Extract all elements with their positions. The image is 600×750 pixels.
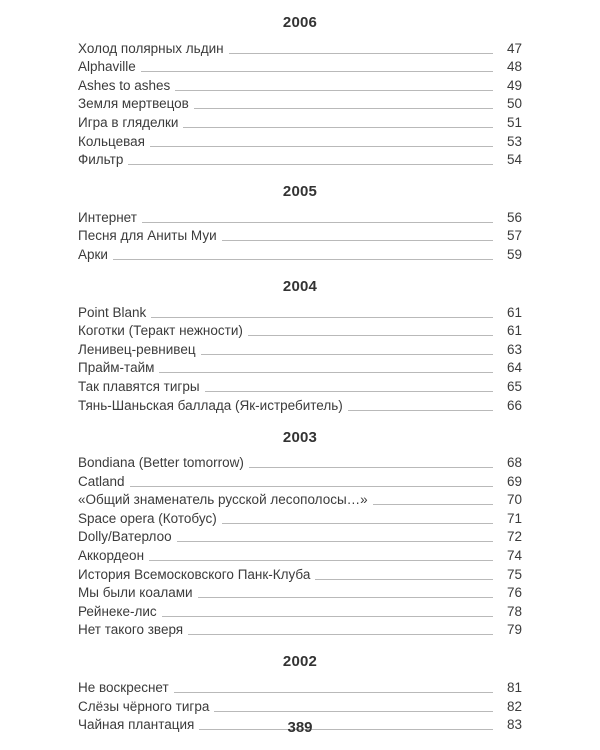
toc-entry-page: 47 xyxy=(506,40,522,56)
toc-entry-page: 54 xyxy=(506,152,522,168)
toc-entry xyxy=(78,490,522,509)
toc-entry xyxy=(78,207,522,226)
toc-entry xyxy=(78,321,522,340)
toc-section xyxy=(78,429,522,639)
toc-entry xyxy=(78,131,522,150)
toc-entry-page: 74 xyxy=(506,548,522,564)
toc-entry xyxy=(78,696,522,715)
toc-entry-page: 75 xyxy=(506,566,522,582)
toc-leader-line xyxy=(149,560,493,561)
toc-leader-line xyxy=(348,410,493,411)
toc-leader-line xyxy=(188,634,493,635)
toc-leader-line xyxy=(194,108,493,109)
toc-entry-page: 56 xyxy=(506,209,522,225)
toc-entry-title: Слёзы чёрного тигра xyxy=(78,698,210,714)
toc-leader-line xyxy=(229,53,493,54)
toc-entry xyxy=(78,358,522,377)
toc-entry xyxy=(78,677,522,696)
toc-entry-title: Ashes to ashes xyxy=(78,77,171,93)
toc-entry xyxy=(78,244,522,263)
section-year-heading: 2005 xyxy=(282,183,318,201)
section-year-heading: 2004 xyxy=(282,277,318,295)
toc-leader-line xyxy=(183,127,493,128)
toc-entry xyxy=(78,471,522,490)
toc-entry-page: 61 xyxy=(506,304,522,320)
toc-entry-page: 53 xyxy=(506,133,522,149)
toc-entry-title: Тянь-Шаньская баллада (Як-истребитель) xyxy=(78,397,343,413)
toc-entry-page: 51 xyxy=(506,114,522,130)
toc-leader-line xyxy=(142,222,493,223)
toc-entry xyxy=(78,75,522,94)
toc-entry xyxy=(78,112,522,131)
toc-entry-title: Земля мертвецов xyxy=(78,96,189,112)
toc-entry-page: 50 xyxy=(506,96,522,112)
toc-entry-title: Point Blank xyxy=(78,304,147,320)
toc-entry-title: Рейнеке-лис xyxy=(78,603,157,619)
toc-entry xyxy=(78,94,522,113)
toc-entry xyxy=(78,601,522,620)
toc-leader-line xyxy=(177,541,493,542)
toc-entry-page: 71 xyxy=(506,510,522,526)
toc-entry xyxy=(78,508,522,527)
toc-entry-page: 65 xyxy=(506,378,522,394)
toc-entry-page: 68 xyxy=(506,455,522,471)
toc-entry xyxy=(78,38,522,57)
toc-entry-page: 66 xyxy=(506,397,522,413)
toc-entry-title: Ленивец-ревнивец xyxy=(78,341,196,357)
toc-entry xyxy=(78,564,522,583)
toc-entry-title: Коготки (Теракт нежности) xyxy=(78,323,243,339)
toc-entry-title: История Всемосковского Панк-Клуба xyxy=(78,566,311,582)
toc-leader-line xyxy=(150,146,493,147)
section-year-heading: 2006 xyxy=(282,14,318,31)
toc-entry xyxy=(78,453,522,472)
toc-entry-title: Фильтр xyxy=(78,152,124,168)
toc-entry-page: 83 xyxy=(506,717,522,733)
toc-leader-line xyxy=(249,467,493,468)
page-footer-number: 389 xyxy=(287,719,313,736)
toc-leader-line xyxy=(162,616,493,617)
toc-leader-line xyxy=(373,504,493,505)
toc-entry-title: Аккордеон xyxy=(78,548,145,564)
toc-entry-title: Песня для Аниты Муи xyxy=(78,228,217,244)
toc-leader-line xyxy=(113,259,493,260)
toc-section xyxy=(78,278,522,414)
toc-entry-page: 70 xyxy=(506,492,522,508)
toc-entry-title: Alphaville xyxy=(78,59,136,75)
toc-entry xyxy=(78,545,522,564)
toc-entry-page: 63 xyxy=(506,341,522,357)
toc-entry xyxy=(78,376,522,395)
toc-entry-title: Арки xyxy=(78,246,108,262)
toc-entry-page: 61 xyxy=(506,323,522,339)
toc-leader-line xyxy=(315,579,493,580)
toc-entry-title: Нет такого зверя xyxy=(78,622,184,638)
toc-entry xyxy=(78,57,522,76)
toc-leader-line xyxy=(222,523,493,524)
toc-leader-line xyxy=(205,391,493,392)
toc-entry-title: Игра в гляделки xyxy=(78,114,179,130)
toc-leader-line xyxy=(248,335,493,336)
toc-entry-title: Bondiana (Better tomorrow) xyxy=(78,455,244,471)
toc-section xyxy=(78,183,522,263)
toc-entry xyxy=(78,583,522,602)
section-year-heading: 2002 xyxy=(282,653,318,671)
toc-entry-title: Холод полярных льдин xyxy=(78,40,224,56)
toc-leader-line xyxy=(130,486,493,487)
toc-entry-page: 57 xyxy=(506,228,522,244)
toc-entry-page: 72 xyxy=(506,529,522,545)
toc-leader-line xyxy=(174,692,493,693)
toc-leader-line xyxy=(198,597,493,598)
toc-entry xyxy=(78,339,522,358)
toc-entry-page: 82 xyxy=(506,698,522,714)
toc-entry xyxy=(78,527,522,546)
toc-entry xyxy=(78,395,522,414)
toc-entry-title: Прайм-тайм xyxy=(78,360,155,376)
toc-entry-title: Кольцевая xyxy=(78,133,145,149)
toc-entry-title: Интернет xyxy=(78,209,137,225)
toc-entry xyxy=(78,226,522,245)
toc-entry-page: 64 xyxy=(506,360,522,376)
toc-leader-line xyxy=(141,71,493,72)
toc-section xyxy=(78,14,522,168)
toc-entry-title: Dolly/Ватерлоо xyxy=(78,529,172,545)
toc-entry-page: 49 xyxy=(506,77,522,93)
toc-entry-title: Так плавятся тигры xyxy=(78,378,200,394)
toc-entry-title: Мы были коалами xyxy=(78,585,193,601)
section-year-heading: 2003 xyxy=(282,428,318,446)
toc-leader-line xyxy=(201,354,493,355)
toc-entry xyxy=(78,302,522,321)
toc-entry-page: 79 xyxy=(506,622,522,638)
toc-entry-page: 59 xyxy=(506,246,522,262)
toc-entry-page: 76 xyxy=(506,585,522,601)
toc-leader-line xyxy=(159,372,493,373)
toc-leader-line xyxy=(214,711,493,712)
toc-entry-page: 78 xyxy=(506,603,522,619)
toc-leader-line xyxy=(128,164,493,165)
toc-entry-title: Не воскреснет xyxy=(78,680,169,696)
toc-entry-page: 48 xyxy=(506,59,522,75)
toc-entry xyxy=(78,150,522,169)
toc-entry-title: «Общий знаменатель русской лесополосы…» xyxy=(78,492,368,508)
toc-leader-line xyxy=(222,240,493,241)
toc-leader-line xyxy=(175,90,493,91)
toc-entry-title: Space opera (Котобус) xyxy=(78,510,217,526)
toc-entry-title: Чайная плантация xyxy=(78,717,195,733)
toc-entry xyxy=(78,620,522,639)
toc-entry-page: 69 xyxy=(506,473,522,489)
toc-entry-page: 81 xyxy=(506,680,522,696)
toc-leader-line xyxy=(151,317,493,318)
toc-entry-title: Catland xyxy=(78,473,125,489)
